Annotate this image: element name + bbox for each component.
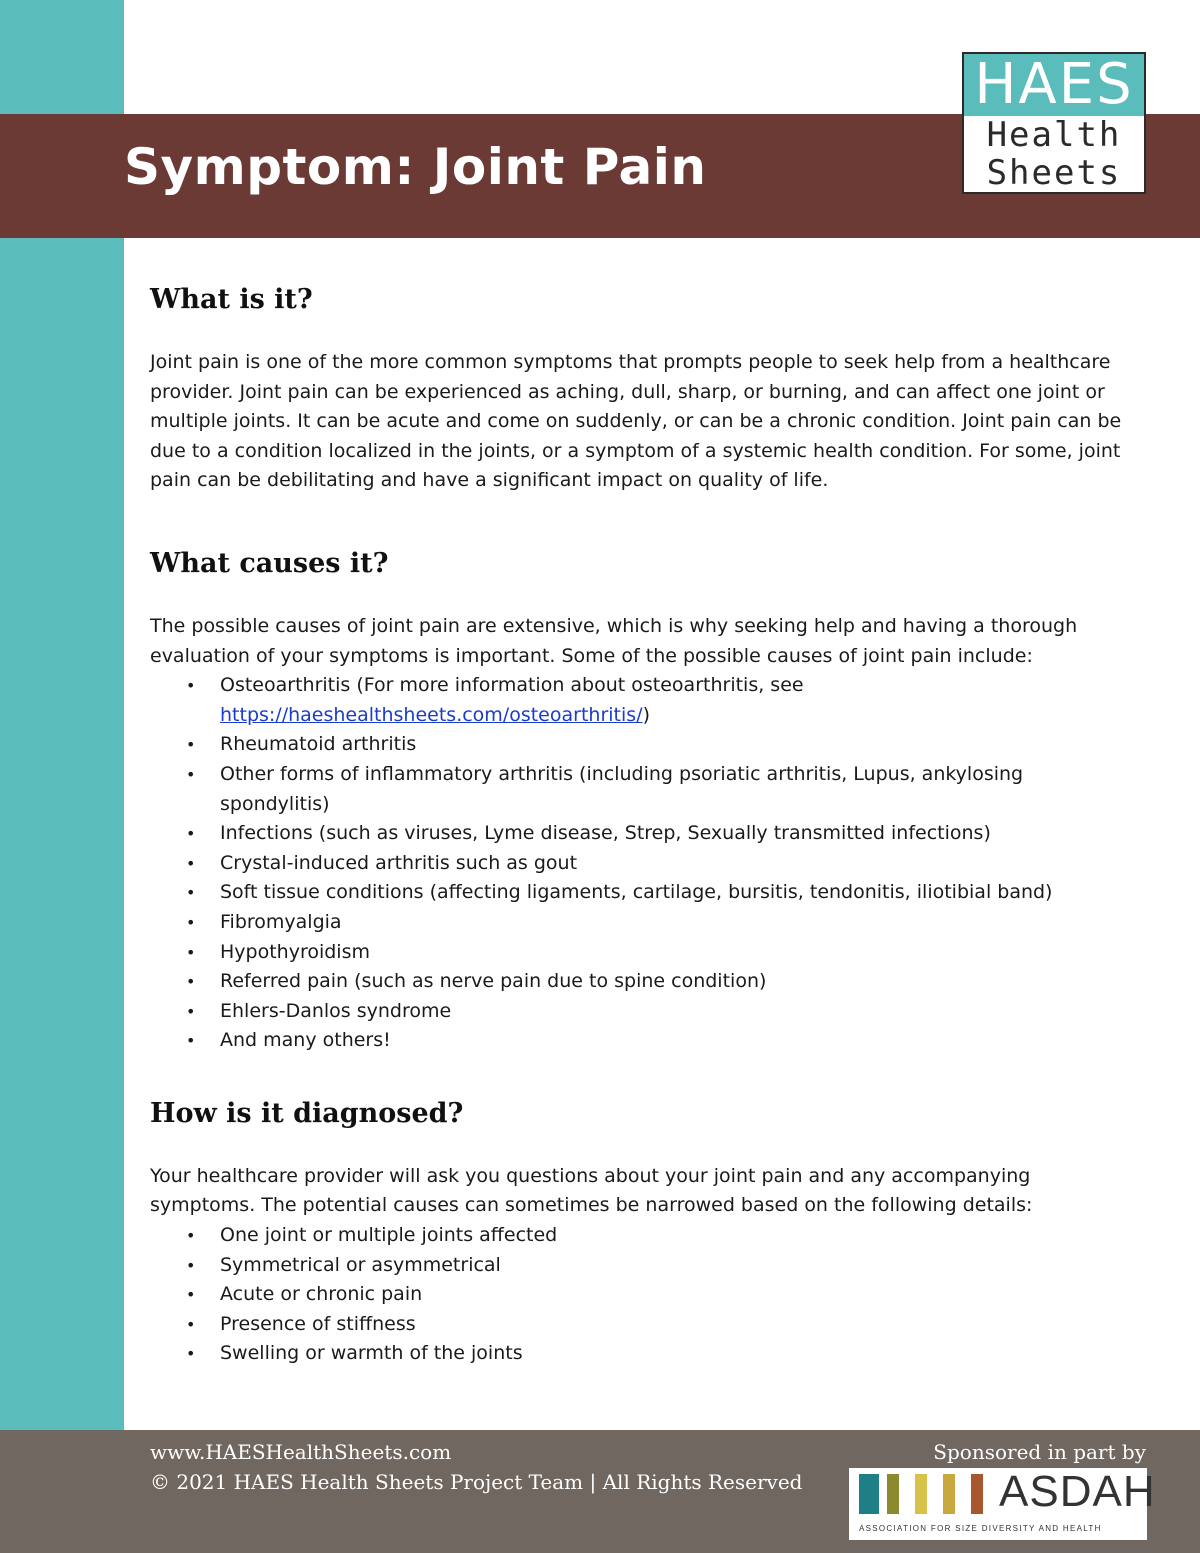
footer-sponsored-label: Sponsored in part by (933, 1440, 1146, 1464)
asdah-wordmark: ASDAH (999, 1467, 1156, 1516)
list-item (150, 730, 1130, 760)
bullet-icon: • (186, 824, 196, 844)
footer-copyright: © 2021 HAES Health Sheets Project Team | All Rights Reserved (150, 1470, 803, 1494)
list-item (150, 1026, 1130, 1056)
list-item-text: Crystal-induced arthritis such as gout (220, 851, 578, 874)
logo-health-text: Health (986, 115, 1122, 155)
list-item (150, 671, 1130, 730)
bullet-icon: • (186, 1285, 196, 1305)
list-item-text: Ehlers-Danlos syndrome (220, 999, 452, 1022)
list-item-text: Infections (such as viruses, Lyme disease, Strep, Sexually transmitted infections) (220, 822, 991, 845)
list-item-text: Other forms of inflammatory arthritis (including psoriatic arthritis, Lupus, ankylosing spondylitis) (220, 762, 1024, 815)
list-item (150, 1310, 1130, 1340)
asdah-bar-5 (971, 1474, 983, 1514)
bullet-icon: • (186, 676, 196, 696)
list-item (150, 760, 1130, 819)
bullet-icon: • (186, 942, 196, 962)
bullet-icon: • (186, 1255, 196, 1275)
list-item (150, 819, 1130, 849)
section-paragraph: The possible causes of joint pain are extensive, which is why seeking help and having a thorough evaluation of your symptoms is important. Some of the possible causes of joint pain include: (150, 614, 1078, 667)
asdah-bar-3 (915, 1474, 927, 1514)
list-item-text: Rheumatoid arthritis (220, 733, 417, 756)
list-item-text: One joint or multiple joints affected (220, 1224, 558, 1247)
list-item-text: Referred pain (such as nerve pain due to spine condition) (220, 970, 767, 993)
list-item (150, 878, 1130, 908)
list-item (150, 997, 1130, 1027)
logo-sheets-text: Sheets (986, 153, 1122, 193)
bullet-icon: • (186, 912, 196, 932)
bullet-icon: • (186, 853, 196, 873)
asdah-bar-1 (859, 1474, 879, 1514)
section-how-diagnosed (150, 1096, 1130, 1369)
list-item (150, 1280, 1130, 1310)
list-item (150, 1221, 1130, 1251)
bullet-icon: • (186, 1344, 196, 1364)
bullet-icon: • (186, 972, 196, 992)
section-heading: What causes it? (150, 547, 389, 579)
bullet-icon: • (186, 1226, 196, 1246)
logo-haes-text: HAES (964, 54, 1144, 116)
bullet-icon: • (186, 1001, 196, 1021)
bullet-icon: • (186, 735, 196, 755)
list-item (150, 908, 1130, 938)
list-item-text: Hypothyroidism (220, 940, 370, 963)
list-item-suffix: ) (642, 703, 650, 726)
footer-url[interactable]: www.HAESHealthSheets.com (150, 1440, 452, 1464)
causes-list (150, 671, 1130, 1056)
list-item (150, 938, 1130, 968)
section-paragraph: Your healthcare provider will ask you questions about your joint pain and any accompanying symptoms. The potential causes can sometimes be narrowed based on the following details: (150, 1164, 1033, 1217)
list-item-text: Swelling or warmth of the joints (220, 1342, 523, 1365)
osteoarthritis-link[interactable]: https://haeshealthsheets.com/osteoarthritis/ (220, 703, 643, 726)
section-paragraph: Joint pain is one of the more common symptoms that prompts people to seek help from a healthcare provider. Joint pain can be experienced as aching, dull, sharp, or burning, and can affect one joint or multiple joints. It can be acute and come on suddenly, or can be a chronic condition. Joint pain can be due to a condition localized in the joints, or a symptom of a systemic health condition. For some, joint pain can be debilitating and have a significant impact on quality of life. (150, 351, 1122, 492)
page-title: Symptom: Joint Pain (124, 138, 707, 196)
section-what-causes-it (150, 546, 1130, 1056)
list-item-text: Acute or chronic pain (220, 1283, 423, 1306)
list-item-text: Osteoarthritis (For more information about osteoarthritis, see (220, 674, 804, 697)
list-item (150, 967, 1130, 997)
bullet-icon: • (186, 883, 196, 903)
section-heading: What is it? (150, 284, 313, 315)
details-list (150, 1221, 1130, 1369)
bullet-icon: • (186, 1031, 196, 1051)
section-heading: How is it diagnosed? (150, 1097, 464, 1129)
list-item-text: Soft tissue conditions (affecting ligaments, cartilage, bursitis, tendonitis, iliotibial band) (220, 881, 1053, 904)
main-content (150, 282, 1130, 1369)
asdah-bar-2 (887, 1474, 899, 1514)
bullet-icon: • (186, 764, 196, 784)
asdah-tagline: ASSOCIATION FOR SIZE DIVERSITY AND HEALTH (859, 1524, 1102, 1533)
asdah-logo (849, 1467, 1156, 1540)
list-item-text: Fibromyalgia (220, 910, 342, 933)
bullet-icon: • (186, 1314, 196, 1334)
haes-logo (962, 52, 1146, 194)
asdah-bar-4 (943, 1474, 955, 1514)
list-item-text: Presence of stiffness (220, 1312, 416, 1335)
list-item (150, 1339, 1130, 1369)
list-item (150, 849, 1130, 879)
list-item-text: And many others! (220, 1029, 391, 1052)
list-item (150, 1251, 1130, 1281)
list-item-text: Symmetrical or asymmetrical (220, 1253, 501, 1276)
section-what-is-it (150, 282, 1130, 496)
